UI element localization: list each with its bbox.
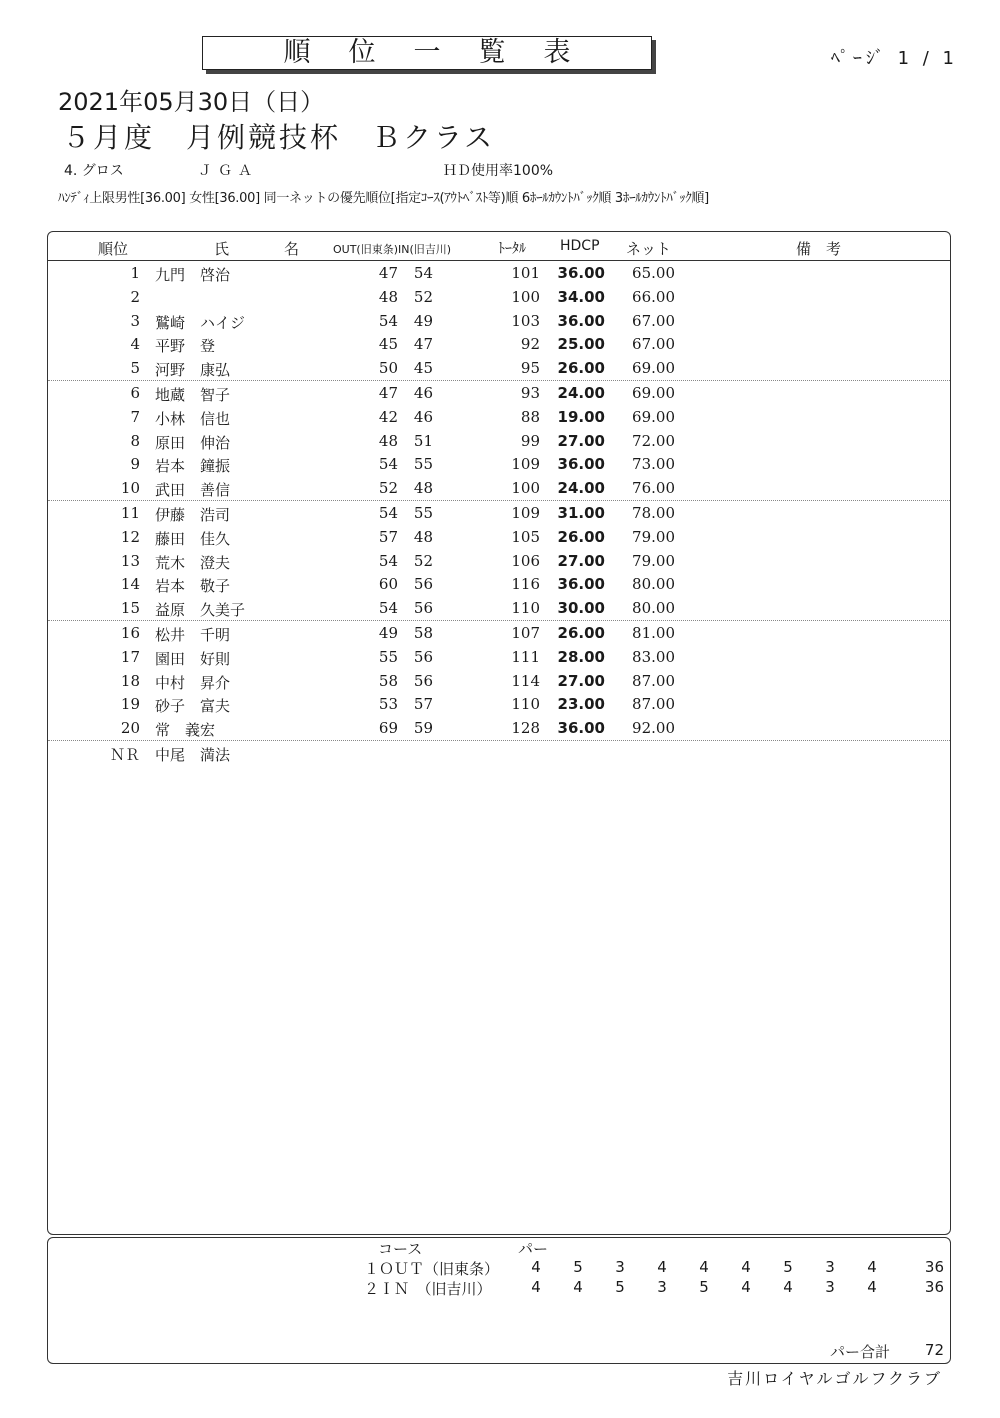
player-name: 原田 伸治: [155, 433, 231, 452]
net-score: 65.00: [632, 264, 675, 282]
player-name: 園田 好則: [155, 649, 231, 668]
handicap: 24.00: [557, 383, 605, 402]
hole-par: 4: [573, 1278, 583, 1296]
course-par-table: [47, 1237, 951, 1364]
out-score: 47: [378, 383, 398, 402]
in-score: 55: [413, 455, 433, 474]
hole-par: 4: [531, 1278, 541, 1296]
results-table: [47, 231, 951, 1235]
tiebreak-conditions: ﾊﾝﾃﾞｨ上限男性[36.00] 女性[36.00] 同一ネットの優先順位[指定ｺｰｽ(ｱｳﾄﾍﾞｽﾄ等)順 6ﾎｰﾙｶｳﾝﾄﾊﾞｯｸ順 3ﾎｰﾙｶｳﾝﾄﾊﾞｯｸ順]: [58, 191, 709, 206]
out-score: 54: [378, 311, 398, 330]
out-score: 57: [378, 527, 398, 546]
handicap: 31.00: [557, 503, 605, 522]
net-score: 80.00: [632, 599, 675, 618]
hole-par: 3: [825, 1258, 835, 1276]
rank: 9: [130, 455, 140, 474]
player-name: 中村 昇介: [155, 673, 231, 692]
table-row: [48, 692, 950, 716]
handicap: 36.00: [557, 719, 605, 738]
handicap: 36.00: [557, 575, 605, 594]
table-row: [48, 525, 950, 549]
out-score: 49: [378, 623, 398, 642]
table-row: [48, 596, 950, 621]
rank: 19: [120, 695, 140, 714]
table-row: [48, 501, 950, 525]
rank: 15: [120, 599, 140, 618]
table-row: [48, 332, 950, 356]
handicap: 26.00: [557, 527, 605, 546]
event-name: ５月度 月例競技杯 Ｂクラス: [62, 121, 496, 154]
table-row: [48, 309, 950, 333]
out-score: 54: [378, 599, 398, 618]
player-name: 岩本 敬子: [155, 577, 231, 596]
table-row: [48, 645, 950, 669]
total-score: 111: [511, 647, 540, 666]
rank: 12: [120, 527, 140, 546]
in-score: 54: [413, 264, 433, 282]
out-score: 45: [378, 335, 398, 354]
total-score: 109: [511, 503, 540, 522]
in-score: 55: [413, 503, 433, 522]
table-row: [48, 669, 950, 693]
out-score: 42: [378, 407, 398, 426]
header-total: ﾄｰﾀﾙ: [498, 241, 526, 257]
player-name: 平野 登: [155, 337, 216, 356]
out-score: 54: [378, 455, 398, 474]
total-score: 93: [520, 383, 540, 402]
event-date: 2021年05月30日（日）: [58, 88, 325, 116]
hole-par: 4: [531, 1258, 541, 1276]
total-score: 114: [511, 671, 540, 690]
net-score: 66.00: [632, 287, 675, 306]
page-title: 順位一覧表: [283, 37, 609, 68]
course-par-total: 36: [924, 1278, 944, 1296]
in-score: 56: [413, 575, 433, 594]
rank: 10: [120, 479, 140, 498]
handicap: 36.00: [557, 311, 605, 330]
in-score: 48: [413, 479, 433, 498]
player-name: 武田 善信: [155, 481, 231, 500]
rank: 3: [130, 311, 140, 330]
player-name: 岩本 鐘振: [155, 457, 231, 476]
total-score: 116: [511, 575, 540, 594]
net-score: 92.00: [632, 719, 675, 738]
net-score: 87.00: [632, 671, 675, 690]
total-score: 109: [511, 455, 540, 474]
header-rank: 順位: [98, 240, 129, 258]
table-row: [48, 476, 950, 501]
out-score: 69: [378, 719, 398, 738]
in-score: 52: [413, 551, 433, 570]
net-score: 79.00: [632, 551, 675, 570]
in-score: 46: [413, 383, 433, 402]
net-score: 67.00: [632, 311, 675, 330]
net-score: 83.00: [632, 647, 675, 666]
rank: 1: [130, 264, 140, 282]
net-score: 80.00: [632, 575, 675, 594]
header-net: ネット: [626, 240, 672, 258]
table-row: [48, 621, 950, 645]
in-score: 48: [413, 527, 433, 546]
player-name: 藤田 佳久: [155, 529, 231, 548]
total-score: 88: [520, 407, 540, 426]
player-name: 小林 信也: [155, 409, 231, 428]
hole-par: 5: [699, 1278, 709, 1296]
out-score: 58: [378, 671, 398, 690]
net-score: 72.00: [632, 431, 675, 450]
total-score: 128: [511, 719, 540, 738]
rank: 11: [120, 503, 140, 522]
handicap-association: ＪＧＡ: [198, 163, 258, 179]
rank: 17: [120, 647, 140, 666]
hole-par: 4: [741, 1258, 751, 1276]
header-remarks: 備 考: [796, 240, 842, 258]
handicap: 25.00: [557, 335, 605, 354]
player-name: 常 義宏: [155, 721, 216, 740]
in-score: 52: [413, 287, 433, 306]
total-score: 100: [511, 287, 540, 306]
total-score: 95: [520, 359, 540, 378]
total-score: 101: [511, 264, 540, 282]
hole-par: 5: [573, 1258, 583, 1276]
player-name: 河野 康弘: [155, 361, 231, 380]
in-score: 45: [413, 359, 433, 378]
in-score: 49: [413, 311, 433, 330]
hole-par: 3: [615, 1258, 625, 1276]
header-hdcp: HDCP: [560, 238, 600, 254]
header-name-1: 氏: [214, 240, 230, 258]
out-score: 60: [378, 575, 398, 594]
hole-par: 5: [615, 1278, 625, 1296]
net-score: 67.00: [632, 335, 675, 354]
total-score: 103: [511, 311, 540, 330]
in-score: 59: [413, 719, 433, 738]
total-score: 110: [511, 599, 540, 618]
hole-par: 4: [867, 1258, 877, 1276]
handicap: 27.00: [557, 671, 605, 690]
out-score: 53: [378, 695, 398, 714]
par-total-label: パー合計: [830, 1343, 891, 1361]
handicap: 23.00: [557, 695, 605, 714]
handicap: 19.00: [557, 407, 605, 426]
net-score: 73.00: [632, 455, 675, 474]
par-total: 72: [924, 1341, 944, 1359]
rank: 16: [120, 623, 140, 642]
rank: 4: [130, 335, 140, 354]
player-name: 地蔵 智子: [155, 385, 231, 404]
net-score: 87.00: [632, 695, 675, 714]
total-score: 106: [511, 551, 540, 570]
out-score: 48: [378, 287, 398, 306]
rank: 8: [130, 431, 140, 450]
table-row: [48, 741, 950, 765]
player-name: 中尾 満法: [155, 745, 231, 764]
hole-par: 4: [657, 1258, 667, 1276]
table-row: [48, 261, 950, 285]
handicap: 36.00: [557, 264, 605, 282]
player-name: 砂子 富夫: [155, 697, 231, 716]
net-score: 69.00: [632, 383, 675, 402]
header-out-in: OUT(旧東条)IN(旧吉川): [333, 243, 452, 256]
rank: 20: [120, 719, 140, 738]
handicap-usage-rate: ＨＤ使用率100%: [443, 163, 554, 179]
out-score: 55: [378, 647, 398, 666]
page-number: ﾍﾟｰｼﾞ 1 / 1: [830, 48, 958, 69]
handicap: 27.00: [557, 551, 605, 570]
handicap: 34.00: [557, 287, 605, 306]
net-score: 78.00: [632, 503, 675, 522]
table-row: [48, 716, 950, 741]
rank: 5: [130, 359, 140, 378]
hole-par: 4: [783, 1278, 793, 1296]
in-score: 51: [413, 431, 433, 450]
table-row: [48, 405, 950, 429]
total-score: 107: [511, 623, 540, 642]
rank: 2: [130, 287, 140, 306]
title-box: [202, 36, 652, 70]
in-score: 57: [413, 695, 433, 714]
rank: 14: [120, 575, 140, 594]
rank: ＮＲ: [109, 745, 140, 764]
table-row: [48, 429, 950, 453]
player-name: 九門 啓治: [155, 266, 231, 284]
total-score: 99: [520, 431, 540, 450]
out-score: 48: [378, 431, 398, 450]
results-rows: [48, 261, 950, 765]
handicap: 24.00: [557, 479, 605, 498]
in-score: 56: [413, 671, 433, 690]
net-score: 69.00: [632, 359, 675, 378]
table-row: [48, 452, 950, 476]
total-score: 92: [520, 335, 540, 354]
table-row: [48, 381, 950, 405]
club-name: 吉川ロイヤルゴルフクラブ: [727, 1369, 942, 1388]
course-name: １ＯＵＴ（旧東条）: [364, 1260, 500, 1278]
in-score: 58: [413, 623, 433, 642]
handicap: 26.00: [557, 359, 605, 378]
out-score: 47: [378, 264, 398, 282]
handicap: 28.00: [557, 647, 605, 666]
course-par-total: 36: [924, 1258, 944, 1276]
in-score: 56: [413, 647, 433, 666]
par-label: パー: [518, 1240, 549, 1258]
net-score: 69.00: [632, 407, 675, 426]
out-score: 54: [378, 503, 398, 522]
in-score: 47: [413, 335, 433, 354]
rank: 6: [130, 383, 140, 402]
scoring-method: 4. グロス: [64, 163, 124, 179]
total-score: 105: [511, 527, 540, 546]
course-name: ２ＩＮ （旧吉川）: [364, 1280, 492, 1298]
handicap: 26.00: [557, 623, 605, 642]
course-label: コース: [378, 1240, 423, 1258]
hole-par: 5: [783, 1258, 793, 1276]
hole-par: 3: [825, 1278, 835, 1296]
player-name: 荒木 澄夫: [155, 553, 231, 572]
handicap: 27.00: [557, 431, 605, 450]
out-score: 52: [378, 479, 398, 498]
hole-par: 4: [867, 1278, 877, 1296]
rank: 7: [130, 407, 140, 426]
in-score: 56: [413, 599, 433, 618]
table-row: [48, 285, 950, 309]
handicap: 36.00: [557, 455, 605, 474]
player-name: 益原 久美子: [155, 601, 246, 620]
net-score: 76.00: [632, 479, 675, 498]
hole-par: 3: [657, 1278, 667, 1296]
table-row: [48, 572, 950, 596]
player-name: 鷲崎 ハイジ: [155, 313, 246, 332]
rank: 13: [120, 551, 140, 570]
hole-par: 4: [741, 1278, 751, 1296]
table-row: [48, 356, 950, 381]
player-name: 伊藤 浩司: [155, 505, 231, 524]
table-row: [48, 549, 950, 573]
total-score: 100: [511, 479, 540, 498]
out-score: 54: [378, 551, 398, 570]
net-score: 81.00: [632, 623, 675, 642]
net-score: 79.00: [632, 527, 675, 546]
total-score: 110: [511, 695, 540, 714]
handicap: 30.00: [557, 599, 605, 618]
rank: 18: [120, 671, 140, 690]
player-name: 松井 千明: [155, 625, 231, 644]
header-name-2: 名: [284, 240, 300, 258]
out-score: 50: [378, 359, 398, 378]
in-score: 46: [413, 407, 433, 426]
hole-par: 4: [699, 1258, 709, 1276]
